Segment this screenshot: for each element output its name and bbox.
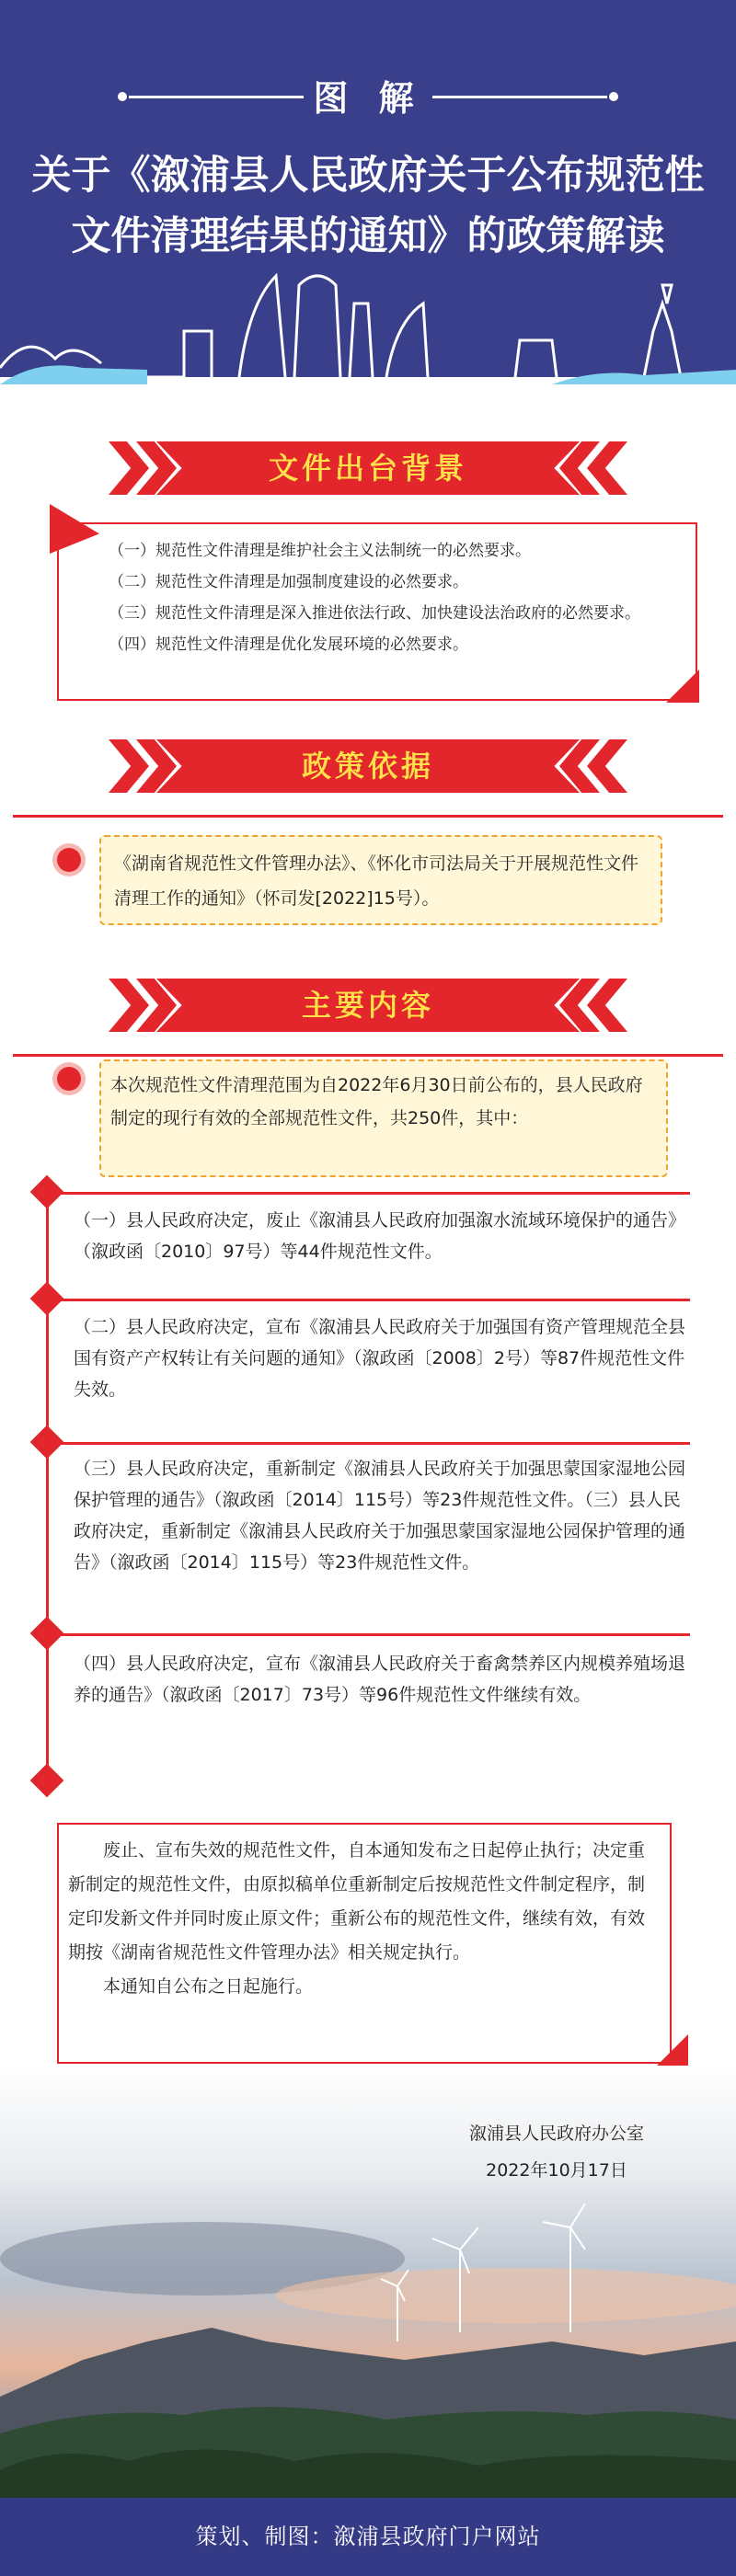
conclusion-para-2: 本通知自公布之日起施行。 (103, 1976, 314, 1997)
decor-line (432, 96, 607, 98)
corner-fold-decor (666, 670, 699, 703)
list-item: （三）规范性文件清理是深入推进依法行政、加快建设法治政府的必然要求。 (109, 604, 640, 623)
bullet-dot-icon (57, 848, 81, 872)
conclusion-box (57, 1823, 672, 2064)
list-item: （四）规范性文件清理是优化发展环境的必然要求。 (109, 635, 468, 654)
conclusion-text (68, 1834, 661, 2004)
section-title: 文件出台背景 (268, 451, 467, 486)
decor-dot (118, 92, 127, 101)
basis-text: 《湖南省规范性文件管理办法》、《怀化市司法局关于开展规范性文件清理工作的通知》（怀司发[2022]15号）。 (114, 853, 639, 909)
conclusion-para-1: 废止、宣布失效的规范性文件，自本通知发布之日起停止执行；决定重新制定的规范性文件，由原拟稿单位重新制定后按规范性文件制定程序，制定印发新文件并同时废止原文件；重新公布的规范性文件，继续有效，有效期按《湖南省规范性文件管理办法》相关规定执行。 (68, 1840, 646, 1963)
issue-date: 2022年10月17日 (486, 2160, 627, 2181)
background-list (77, 535, 677, 660)
footer-credit: 策划、制图：溆浦县政府门户网站 (0, 2498, 736, 2576)
header-tag: 图 解 (313, 77, 423, 119)
content-item-4: （四）县人民政府决定，宣布《溆浦县人民政府关于畜禽禁养区内规模养殖场退养的通告》（溆政函〔2017〕73号）等96件规范性文件继续有效。 (74, 1654, 686, 1705)
tujie-row (0, 70, 736, 125)
list-item: （二）规范性文件清理是加强制度建设的必然要求。 (109, 573, 468, 591)
content-item-2: （二）县人民政府决定，宣布《溆浦县人民政府关于加强国有资产管理规范全县国有资产产权转让有关问题的通知》（溆政函〔2008〕2号）等87件规范性文件失效。 (74, 1317, 686, 1400)
section-banner-basis (0, 738, 736, 795)
list-item: （一）规范性文件清理是维护社会主义法制统一的必然要求。 (109, 542, 531, 560)
section-banner-background (0, 440, 736, 497)
content-intro-note (99, 1059, 668, 1177)
section-banner-content (0, 977, 736, 1034)
divider (13, 1054, 723, 1057)
decor-dot (609, 92, 618, 101)
header-banner (0, 0, 736, 386)
content-item-3: （三）县人民政府决定，重新制定《溆浦县人民政府关于加强思蒙国家湿地公园保护管理的通告》（溆政函〔2014〕115号）等23件规范性文件。（三）县人民政府决定，重新制定《溆浦县人民政府关于加强思蒙国家湿地公园保护管理的通告》（溆政函〔2014〕115号）等23件规范性文件。 (74, 1459, 686, 1573)
bullet-dot-icon (57, 1067, 81, 1091)
title-line-1: 关于《溆浦县人民政府关于公布规范性 (31, 153, 705, 199)
signature-block (469, 2115, 644, 2189)
section-title: 政策依据 (301, 749, 434, 784)
content-intro: 本次规范性文件清理范围为自2022年6月30日前公布的，县人民政府制定的现行有效的全部规范性文件，共250件，其中： (110, 1075, 643, 1128)
background-box (57, 522, 697, 701)
issuing-organization: 溆浦县人民政府办公室 (468, 2124, 644, 2144)
section-title: 主要内容 (301, 988, 434, 1023)
divider (13, 815, 723, 818)
page-title (0, 145, 736, 267)
basis-note (99, 835, 662, 925)
title-line-2: 文件清理结果的通知》的政策解读 (71, 213, 665, 259)
decor-line (129, 96, 304, 98)
city-skyline-illustration (0, 267, 736, 386)
content-item-1: （一）县人民政府决定，废止《溆浦县人民政府加强溆水流域环境保护的通告》（溆政函〔2010〕97号）等44件规范性文件。 (74, 1210, 686, 1262)
